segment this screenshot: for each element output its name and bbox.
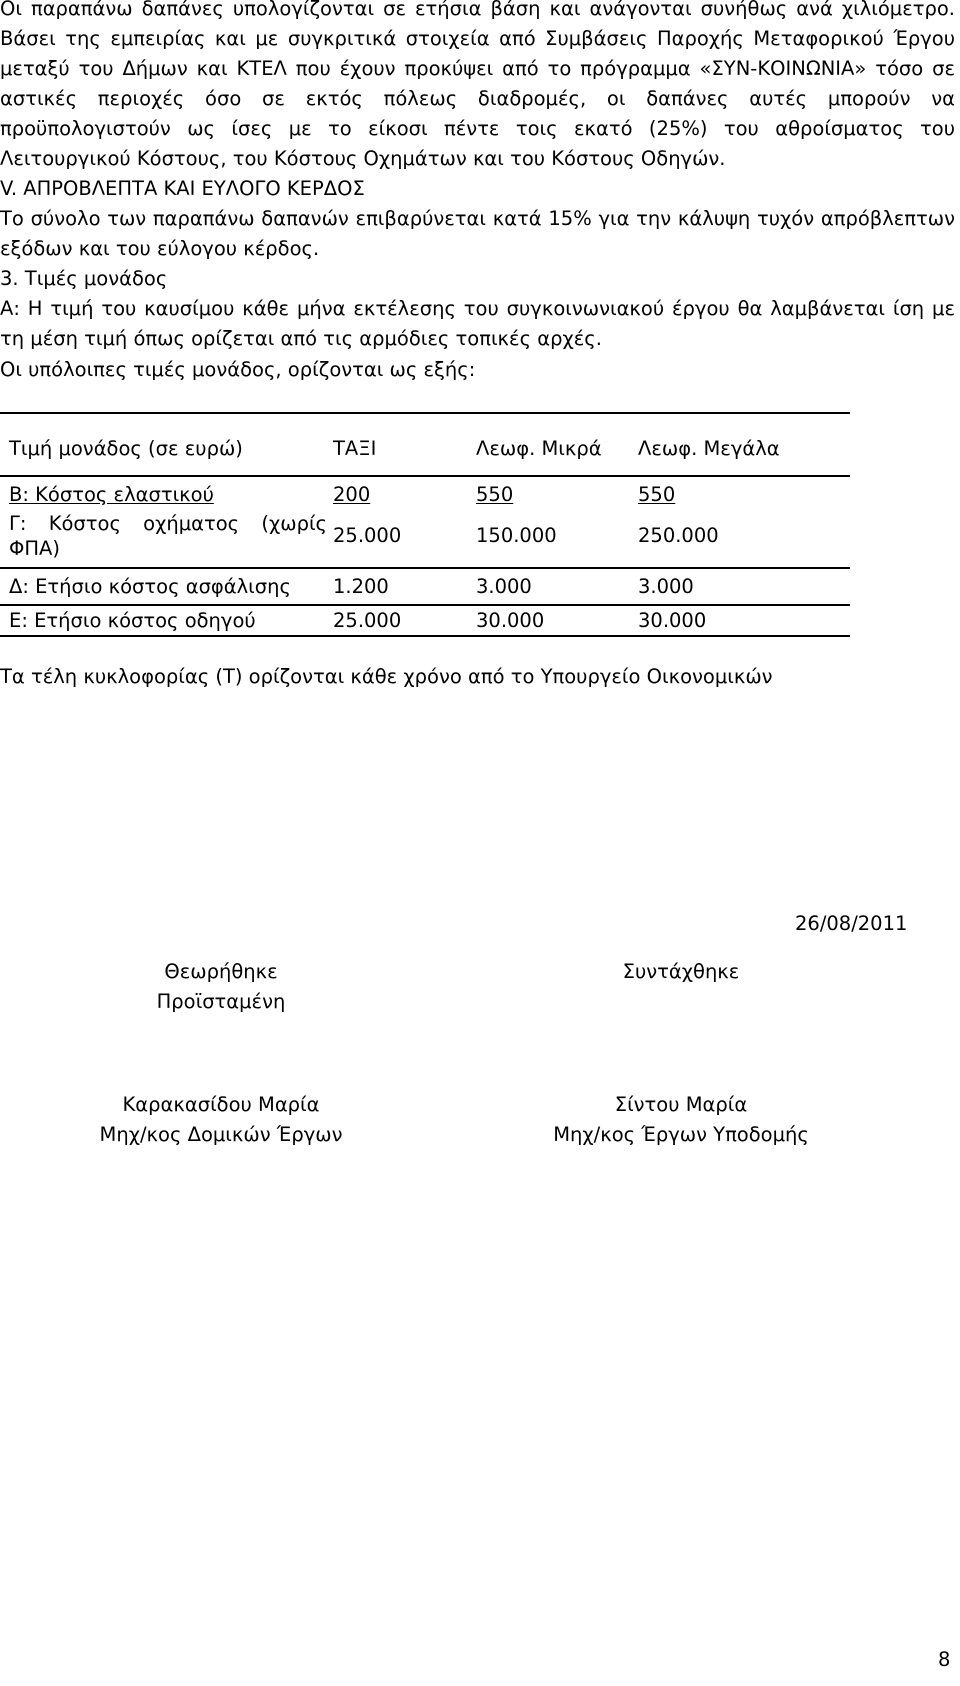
fuel-price-text: Α: Η τιμή του καυσίμου κάθε μήνα εκτέλεσης του συγκοινωνιακού έργου θα λαμβάνεται ίση με τη μέση τιμή όπως ορίζεται από τις αρμόδιες τοπικές αρχές. bbox=[0, 297, 955, 350]
row-label-driver: Ε: Ετήσιο κόστος οδηγού bbox=[9, 609, 256, 632]
circulation-fees-text: Τα τέλη κυκλοφορίας (Τ) ορίζονται κάθε χρόνο από το Υπουργείο Οικονομικών bbox=[0, 665, 773, 688]
signer-name-right: Σίντου Μαρία bbox=[614, 1093, 748, 1116]
signer-role-left: Μηχ/κος Δομικών Έργων bbox=[99, 1123, 343, 1146]
row-value-taxi: 25.000 bbox=[333, 524, 402, 547]
table-row-border bbox=[0, 567, 850, 569]
intro-paragraph: Οι παραπάνω δαπάνες υπολογίζονται σε ετήσια βάση και ανάγονται συνήθως ανά χιλιόμετρο. Βάσει της εμπειρίας και με συγκριτικά στοιχεία από Συμβάσεις Παροχής Μεταφορικού Έργου μεταξύ του Δήμων και ΚΤΕΛ που έχουν προκύψει από το πρόγραμμα «ΣΥΝ-ΚΟΙΝΩΝΙΑ» τόσο σε αστικές περιοχές όσο σε εκτός πόλεως διαδρομές, οι δαπάνες αυτές μπορούν να προϋπολογιστούν ως ίσες με το είκοσι πέντε τοις εκατό (25%) του αθροίσματος του Λειτουργικού Κόστους, του Κόστους Οχημάτων και του Κόστους Οδηγών. bbox=[0, 0, 955, 170]
header-taxi: ΤΑΞΙ bbox=[333, 437, 377, 460]
row-value-small-bus: 150.000 bbox=[476, 524, 557, 547]
table-top-border bbox=[0, 412, 850, 414]
row-value-large-bus: 30.000 bbox=[638, 609, 707, 632]
row-value-taxi: 25.000 bbox=[333, 609, 402, 632]
table-row-border bbox=[0, 604, 850, 606]
page-number: 8 bbox=[938, 1648, 951, 1671]
row-label-insurance: Δ: Ετήσιο κόστος ασφάλισης bbox=[9, 575, 291, 598]
table-bottom-border bbox=[0, 635, 850, 637]
row-value-large-bus: 250.000 bbox=[638, 524, 719, 547]
row-label-vehicle-line1: Γ: Κόστος οχήματος (χωρίς bbox=[9, 512, 327, 535]
header-large-bus: Λεωφ. Μεγάλα bbox=[638, 437, 780, 460]
section-3-heading: 3. Τιμές μονάδος bbox=[0, 267, 168, 290]
row-value-small-bus: 30.000 bbox=[476, 609, 545, 632]
row-label-tyre: Β: Κόστος ελαστικού bbox=[9, 483, 214, 506]
row-value-small-bus: 550 bbox=[476, 483, 514, 506]
section-v-text: Το σύνολο των παραπάνω δαπανών επιβαρύνεται κατά 15% για την κάλυψη τυχόν απρόβλεπτων εξόδων και του εύλογου κέρδος. bbox=[0, 207, 955, 260]
header-unit-price: Τιμή μονάδος (σε ευρώ) bbox=[9, 437, 243, 460]
document-date: 26/08/2011 bbox=[795, 912, 908, 935]
table-header-border bbox=[0, 475, 850, 477]
row-value-large-bus: 550 bbox=[638, 483, 676, 506]
row-value-taxi: 1.200 bbox=[333, 575, 389, 598]
header-small-bus: Λεωφ. Μικρά bbox=[476, 437, 602, 460]
row-value-taxi: 200 bbox=[333, 483, 371, 506]
row-label-vehicle-line2: ΦΠΑ) bbox=[9, 537, 60, 560]
drafted-label: Συντάχθηκε bbox=[622, 960, 740, 983]
row-value-small-bus: 3.000 bbox=[476, 575, 532, 598]
signer-name-left: Καρακασίδου Μαρία bbox=[122, 1093, 320, 1116]
other-prices-text: Οι υπόλοιπες τιμές μονάδος, ορίζονται ως εξής: bbox=[0, 358, 476, 381]
section-v-heading: V. ΑΠΡΟΒΛΕΠΤΑ ΚΑΙ ΕΥΛΟΓΟ ΚΕΡΔΟΣ bbox=[0, 177, 365, 200]
signer-role-right: Μηχ/κος Έργων Υποδομής bbox=[553, 1123, 809, 1146]
row-value-large-bus: 3.000 bbox=[638, 575, 694, 598]
approved-label: Θεωρήθηκε bbox=[164, 960, 278, 983]
supervisor-title: Προϊσταμένη bbox=[156, 990, 286, 1013]
